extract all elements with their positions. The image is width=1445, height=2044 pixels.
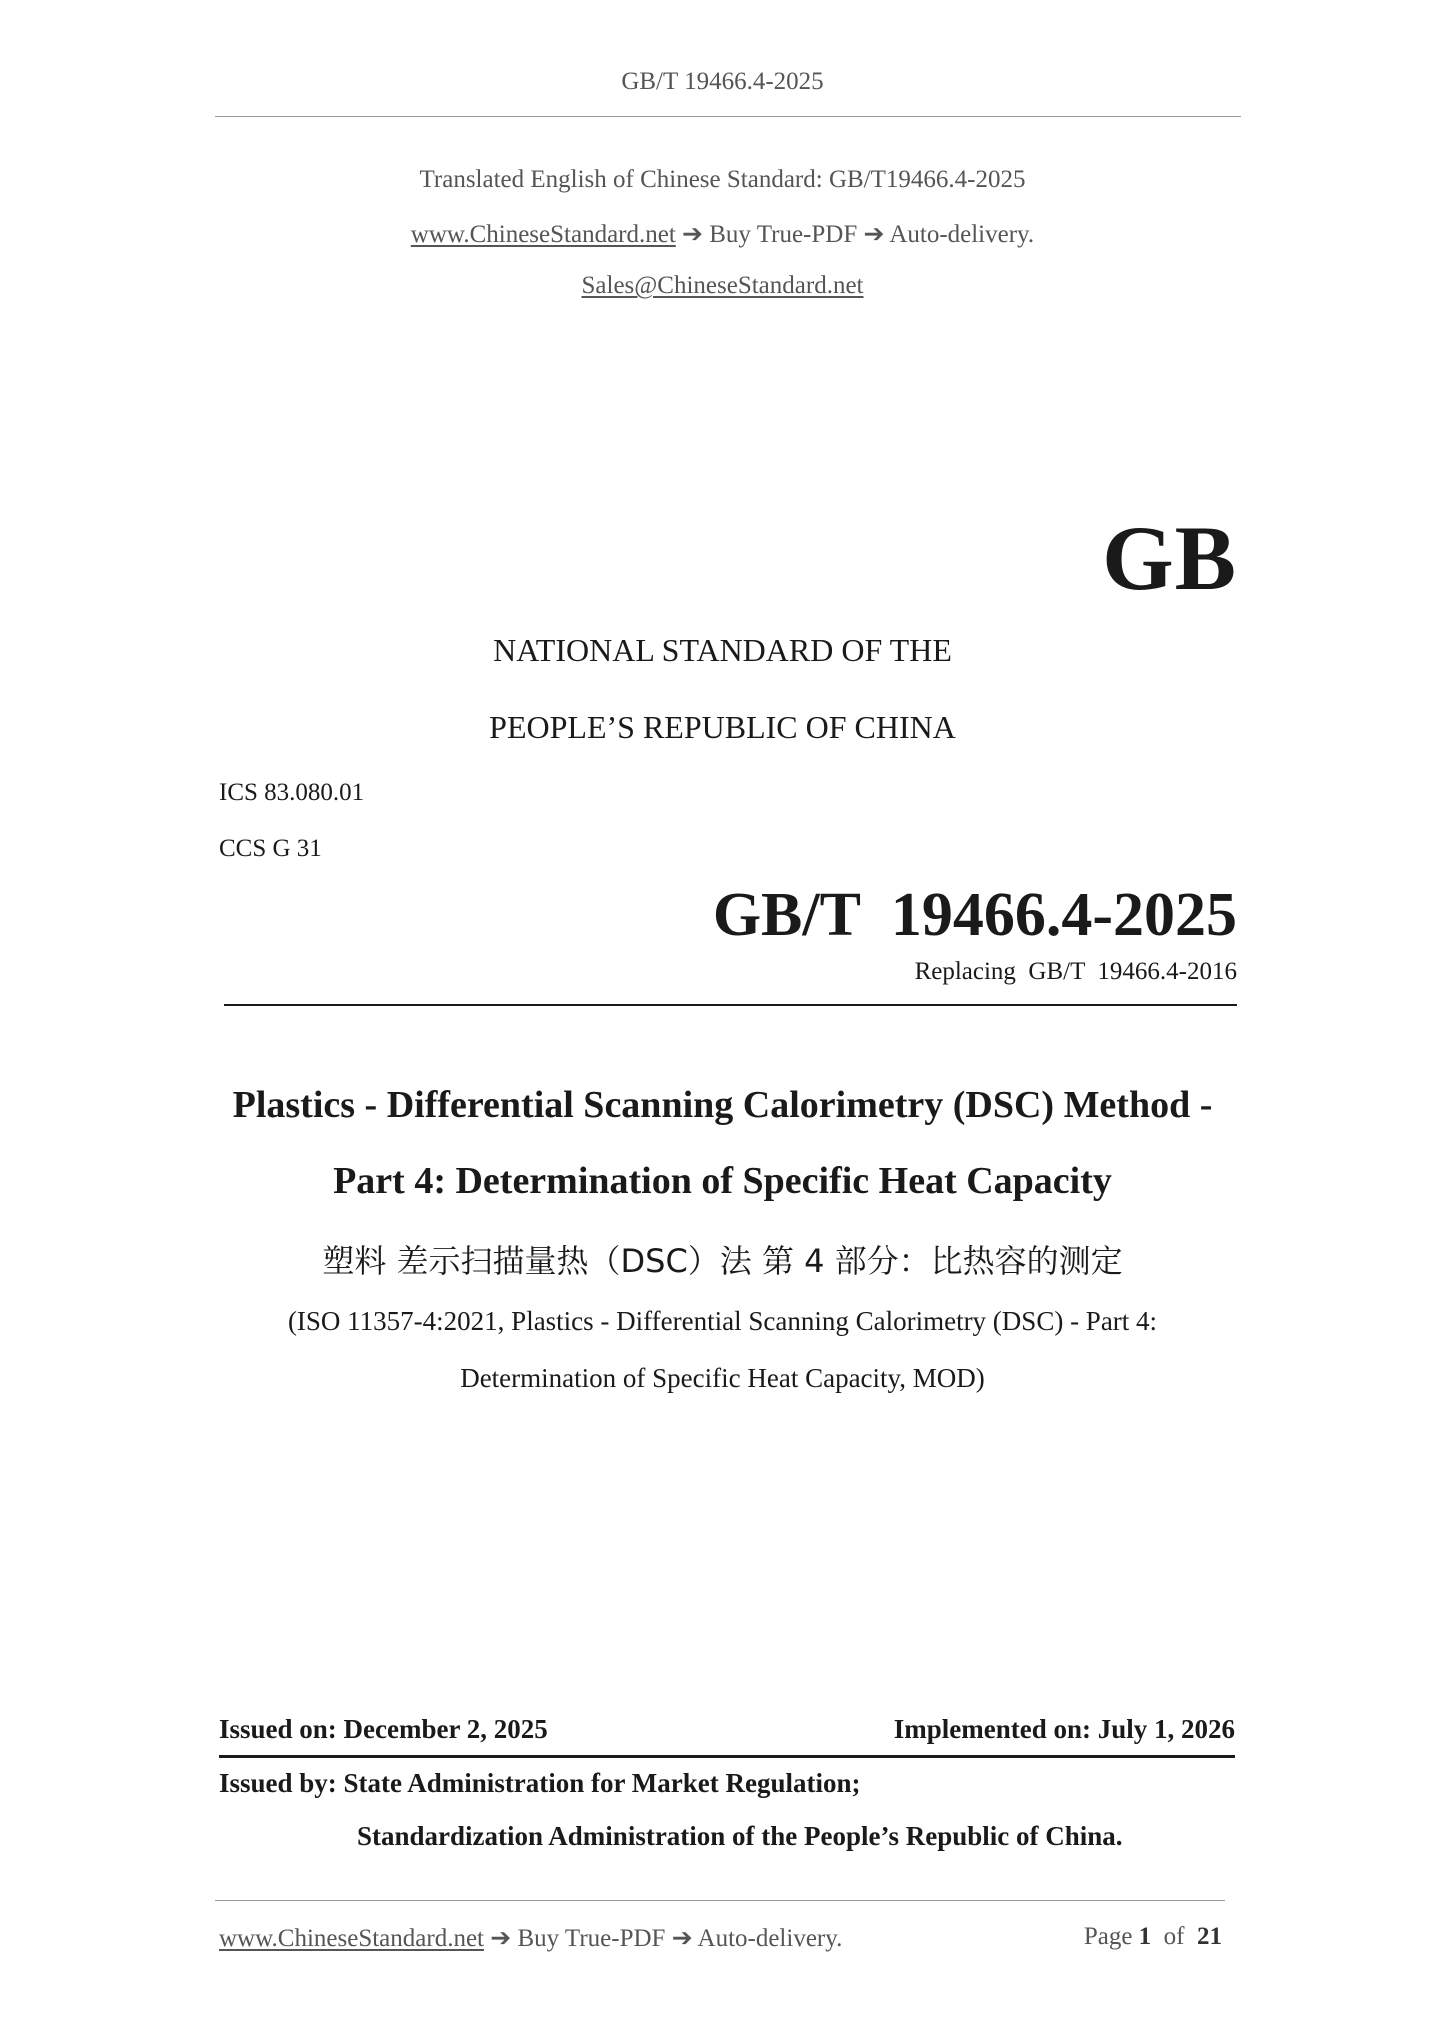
arrow-icon: ➔ [857, 221, 890, 248]
sales-email-link[interactable]: Sales@ChineseStandard.net [581, 272, 864, 299]
page-label: Page [1083, 1923, 1139, 1950]
promo-email-line [0, 272, 1445, 300]
iso-reference-line2: Determination of Specific Heat Capacity, MOD) [460, 1363, 985, 1393]
footer-promo [219, 1923, 842, 1953]
buy-text: Buy True-PDF [709, 221, 858, 248]
national-standard-line2: PEOPLE’S REPUBLIC OF CHINA [489, 709, 956, 745]
arrow-icon: ➔ [665, 1925, 698, 1952]
footer-divider [215, 1900, 1225, 1901]
arrow-icon: ➔ [484, 1925, 518, 1952]
english-title-line2: Part 4: Determination of Specific Heat Capacity [333, 1160, 1112, 1202]
replacing-note: Replacing GB/T 19466.4-2016 [914, 958, 1237, 985]
header-divider [215, 116, 1241, 117]
promo-line [0, 219, 1445, 249]
issued-by-line2: Standardization Administration of the People’s Republic of China. [357, 1821, 1123, 1851]
arrow-icon: ➔ [675, 221, 710, 248]
iso-reference-line1: (ISO 11357-4:2021, Plastics - Differential Scanning Calorimetry (DSC) - Part 4: [287, 1306, 1158, 1336]
of-label: of [1151, 1923, 1197, 1950]
ccs-code: CCS G 31 [219, 835, 322, 862]
delivery-text: Auto-delivery. [889, 221, 1035, 248]
ics-code: ICS 83.080.01 [219, 779, 365, 806]
page-total: 21 [1197, 1923, 1222, 1950]
footer-delivery-text: Auto-delivery. [697, 1925, 843, 1952]
page-indicator [1084, 1923, 1222, 1951]
footer-buy-text: Buy True-PDF [517, 1925, 666, 1952]
running-header: GB/T 19466.4-2025 [621, 68, 824, 95]
title-divider [224, 1004, 1237, 1006]
gb-mark: GB [1102, 507, 1237, 609]
implemented-on-date: Implemented on: July 1, 2026 [893, 1714, 1235, 1744]
issue-divider [219, 1755, 1235, 1758]
issued-by-line1: Issued by: State Administration for Market Regulation; [219, 1768, 861, 1798]
standard-number: GB/T 19466.4-2025 [712, 881, 1237, 949]
translation-notice: Translated English of Chinese Standard: GB/T19466.4-2025 [419, 166, 1026, 193]
page-number: 1 [1138, 1923, 1152, 1950]
site-link[interactable]: www.ChineseStandard.net [410, 221, 676, 248]
national-standard-line1: NATIONAL STANDARD OF THE [493, 632, 952, 668]
footer-site-link[interactable]: www.ChineseStandard.net [219, 1925, 484, 1952]
english-title-line1: Plastics - Differential Scanning Calorimetry (DSC) Method - [232, 1084, 1213, 1126]
chinese-title: 塑料 差示扫描量热（DSC）法 第 4 部分：比热容的测定 [322, 1242, 1123, 1280]
issued-on-date: Issued on: December 2, 2025 [219, 1714, 548, 1744]
